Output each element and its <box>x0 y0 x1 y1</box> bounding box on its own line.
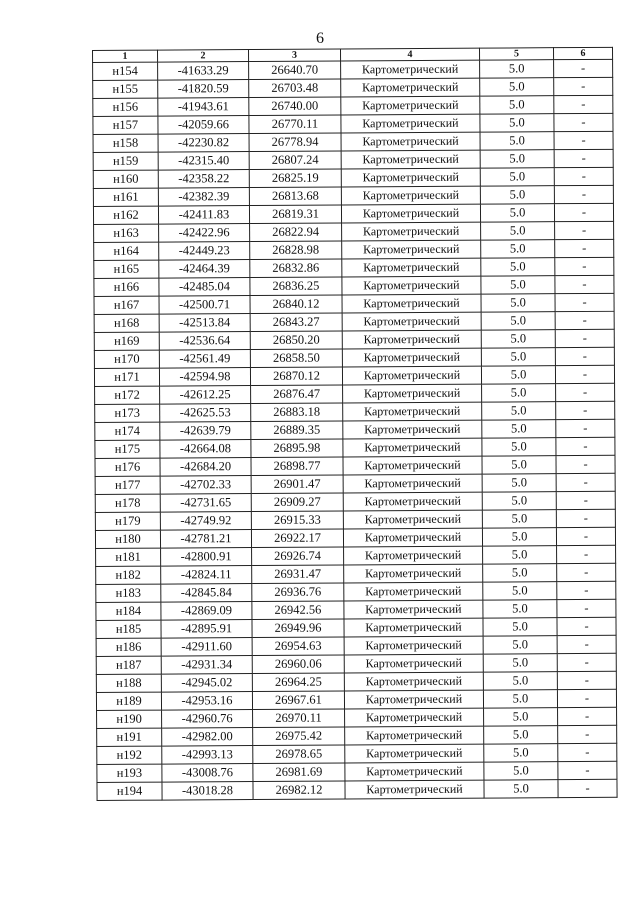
accuracy-cell: 5.0 <box>483 582 557 600</box>
method-cell: Картометрический <box>344 582 483 601</box>
extra-cell: - <box>557 563 616 581</box>
x-coordinate-cell: -42230.82 <box>158 134 249 153</box>
x-coordinate-cell: -42895.91 <box>161 620 252 639</box>
method-cell: Картометрический <box>342 276 481 295</box>
point-id-cell: н181 <box>96 548 161 566</box>
method-cell: Картометрический <box>342 366 481 385</box>
y-coordinate-cell: 26936.76 <box>252 583 344 602</box>
x-coordinate-cell: -42382.39 <box>158 188 249 207</box>
extra-cell: - <box>557 671 616 689</box>
extra-cell: - <box>554 203 613 221</box>
x-coordinate-cell: -42931.34 <box>161 656 252 675</box>
y-coordinate-cell: 26898.77 <box>251 457 343 476</box>
page-number: 6 <box>316 30 324 47</box>
y-coordinate-cell: 26883.18 <box>251 403 343 422</box>
extra-cell: - <box>555 347 614 365</box>
method-cell: Картометрический <box>344 654 483 673</box>
accuracy-cell: 5.0 <box>480 186 554 204</box>
extra-cell: - <box>555 365 614 383</box>
method-cell: Картометрический <box>343 384 482 403</box>
point-id-cell: н183 <box>96 584 161 602</box>
x-coordinate-cell: -41633.29 <box>158 62 249 81</box>
column-header: 1 <box>93 50 158 62</box>
method-cell: Картометрический <box>342 330 481 349</box>
accuracy-cell: 5.0 <box>483 600 557 618</box>
point-id-cell: н182 <box>96 566 161 584</box>
extra-cell: - <box>555 293 614 311</box>
accuracy-cell: 5.0 <box>482 384 556 402</box>
x-coordinate-cell: -43018.28 <box>162 782 253 801</box>
extra-cell: - <box>554 149 613 167</box>
x-coordinate-cell: -41943.61 <box>158 98 249 117</box>
extra-cell: - <box>554 113 613 131</box>
y-coordinate-cell: 26740.00 <box>249 97 341 116</box>
point-id-cell: н191 <box>97 728 162 746</box>
accuracy-cell: 5.0 <box>482 402 556 420</box>
x-coordinate-cell: -42464.39 <box>159 260 250 279</box>
method-cell: Картометрический <box>341 186 480 205</box>
column-header: 2 <box>158 50 249 63</box>
coordinates-table <box>92 47 618 801</box>
point-id-cell: н162 <box>93 206 158 224</box>
extra-cell: - <box>557 599 616 617</box>
method-cell: Картометрический <box>341 78 480 97</box>
accuracy-cell: 5.0 <box>483 546 557 564</box>
method-cell: Картометрический <box>343 456 482 475</box>
y-coordinate-cell: 26949.96 <box>252 619 344 638</box>
point-id-cell: н154 <box>93 62 158 80</box>
method-cell: Картометрический <box>343 402 482 421</box>
y-coordinate-cell: 26807.24 <box>249 151 341 170</box>
point-id-cell: н168 <box>94 314 159 332</box>
method-cell: Картометрический <box>343 528 482 547</box>
y-coordinate-cell: 26870.12 <box>250 367 342 386</box>
point-id-cell: н179 <box>95 512 160 530</box>
point-id-cell: н190 <box>97 710 162 728</box>
accuracy-cell: 5.0 <box>484 708 558 726</box>
method-cell: Картометрический <box>343 438 482 457</box>
x-coordinate-cell: -42561.49 <box>159 350 250 369</box>
extra-cell: - <box>558 743 617 761</box>
accuracy-cell: 5.0 <box>483 564 557 582</box>
point-id-cell: н188 <box>96 674 161 692</box>
y-coordinate-cell: 26836.25 <box>250 277 342 296</box>
column-header: 3 <box>249 49 341 62</box>
extra-cell: - <box>557 635 616 653</box>
extra-cell: - <box>554 185 613 203</box>
accuracy-cell: 5.0 <box>480 114 554 132</box>
accuracy-cell: 5.0 <box>483 618 557 636</box>
x-coordinate-cell: -42749.92 <box>160 512 251 531</box>
y-coordinate-cell: 26825.19 <box>249 169 341 188</box>
accuracy-cell: 5.0 <box>480 60 554 78</box>
x-coordinate-cell: -42684.20 <box>160 458 251 477</box>
method-cell: Картометрический <box>341 96 480 115</box>
column-header: 6 <box>553 47 612 59</box>
column-header: 4 <box>340 48 479 61</box>
method-cell: Картометрический <box>342 258 481 277</box>
x-coordinate-cell: -42845.84 <box>161 584 252 603</box>
y-coordinate-cell: 26778.94 <box>249 133 341 152</box>
accuracy-cell: 5.0 <box>484 780 558 798</box>
point-id-cell: н176 <box>95 458 160 476</box>
x-coordinate-cell: -42781.21 <box>160 530 251 549</box>
accuracy-cell: 5.0 <box>481 240 555 258</box>
method-cell: Картометрический <box>345 762 484 781</box>
y-coordinate-cell: 26926.74 <box>252 547 344 566</box>
accuracy-cell: 5.0 <box>480 150 554 168</box>
y-coordinate-cell: 26850.20 <box>250 331 342 350</box>
extra-cell: - <box>556 401 615 419</box>
point-id-cell: н193 <box>97 764 162 782</box>
accuracy-cell: 5.0 <box>482 456 556 474</box>
x-coordinate-cell: -42824.11 <box>161 566 252 585</box>
accuracy-cell: 5.0 <box>482 510 556 528</box>
method-cell: Картометрический <box>341 150 480 169</box>
point-id-cell: н185 <box>96 620 161 638</box>
method-cell: Картометрический <box>342 240 481 259</box>
accuracy-cell: 5.0 <box>482 420 556 438</box>
point-id-cell: н173 <box>95 404 160 422</box>
point-id-cell: н194 <box>97 782 162 800</box>
point-id-cell: н178 <box>95 494 160 512</box>
method-cell: Картометрический <box>343 510 482 529</box>
point-id-cell: н161 <box>93 188 158 206</box>
y-coordinate-cell: 26840.12 <box>250 295 342 314</box>
table-body <box>93 59 617 800</box>
x-coordinate-cell: -42953.16 <box>161 692 252 711</box>
x-coordinate-cell: -42625.53 <box>160 404 251 423</box>
y-coordinate-cell: 26895.98 <box>251 439 343 458</box>
x-coordinate-cell: -42422.96 <box>159 224 250 243</box>
point-id-cell: н187 <box>96 656 161 674</box>
point-id-cell: н163 <box>94 224 159 242</box>
y-coordinate-cell: 26970.11 <box>253 709 345 728</box>
method-cell: Картометрический <box>342 348 481 367</box>
extra-cell: - <box>558 725 617 743</box>
extra-cell: - <box>557 545 616 563</box>
y-coordinate-cell: 26640.70 <box>249 61 341 80</box>
extra-cell: - <box>557 581 616 599</box>
point-id-cell: н160 <box>93 170 158 188</box>
accuracy-cell: 5.0 <box>484 726 558 744</box>
extra-cell: - <box>554 95 613 113</box>
method-cell: Картометрический <box>341 168 480 187</box>
y-coordinate-cell: 26901.47 <box>251 475 343 494</box>
point-id-cell: н175 <box>95 440 160 458</box>
accuracy-cell: 5.0 <box>481 330 555 348</box>
y-coordinate-cell: 26981.69 <box>253 763 345 782</box>
y-coordinate-cell: 26819.31 <box>249 205 341 224</box>
accuracy-cell: 5.0 <box>481 348 555 366</box>
extra-cell: - <box>556 491 615 509</box>
point-id-cell: н177 <box>95 476 160 494</box>
x-coordinate-cell: -42664.08 <box>160 440 251 459</box>
accuracy-cell: 5.0 <box>482 492 556 510</box>
x-coordinate-cell: -42869.09 <box>161 602 252 621</box>
method-cell: Картометрический <box>343 420 482 439</box>
x-coordinate-cell: -42612.25 <box>160 386 251 405</box>
extra-cell: - <box>554 131 613 149</box>
y-coordinate-cell: 26843.27 <box>250 313 342 332</box>
y-coordinate-cell: 26915.33 <box>251 511 343 530</box>
x-coordinate-cell: -42800.91 <box>161 548 252 567</box>
column-header: 5 <box>479 48 553 60</box>
point-id-cell: н155 <box>93 80 158 98</box>
y-coordinate-cell: 26942.56 <box>252 601 344 620</box>
accuracy-cell: 5.0 <box>481 312 555 330</box>
x-coordinate-cell: -42059.66 <box>158 116 249 135</box>
y-coordinate-cell: 26813.68 <box>249 187 341 206</box>
method-cell: Картометрический <box>341 132 480 151</box>
method-cell: Картометрический <box>344 546 483 565</box>
y-coordinate-cell: 26964.25 <box>252 673 344 692</box>
extra-cell: - <box>556 455 615 473</box>
accuracy-cell: 5.0 <box>481 276 555 294</box>
extra-cell: - <box>555 239 614 257</box>
method-cell: Картометрический <box>342 222 481 241</box>
extra-cell: - <box>554 77 613 95</box>
method-cell: Картометрический <box>345 708 484 727</box>
method-cell: Картометрический <box>343 474 482 493</box>
y-coordinate-cell: 26978.65 <box>253 745 345 764</box>
y-coordinate-cell: 26828.98 <box>250 241 342 260</box>
extra-cell: - <box>556 419 615 437</box>
method-cell: Картометрический <box>341 60 480 79</box>
point-id-cell: н157 <box>93 116 158 134</box>
extra-cell: - <box>558 761 617 779</box>
extra-cell: - <box>555 329 614 347</box>
x-coordinate-cell: -42449.23 <box>159 242 250 261</box>
accuracy-cell: 5.0 <box>480 78 554 96</box>
accuracy-cell: 5.0 <box>481 294 555 312</box>
extra-cell: - <box>554 59 613 77</box>
point-id-cell: н159 <box>93 152 158 170</box>
x-coordinate-cell: -42594.98 <box>159 368 250 387</box>
extra-cell: - <box>556 473 615 491</box>
accuracy-cell: 5.0 <box>482 438 556 456</box>
x-coordinate-cell: -42731.65 <box>160 494 251 513</box>
accuracy-cell: 5.0 <box>483 636 557 654</box>
y-coordinate-cell: 26922.17 <box>251 529 343 548</box>
point-id-cell: н170 <box>94 350 159 368</box>
extra-cell: - <box>555 257 614 275</box>
y-coordinate-cell: 26822.94 <box>250 223 342 242</box>
point-id-cell: н156 <box>93 98 158 116</box>
method-cell: Картометрический <box>341 204 480 223</box>
x-coordinate-cell: -42315.40 <box>158 152 249 171</box>
method-cell: Картометрический <box>344 618 483 637</box>
extra-cell: - <box>556 383 615 401</box>
y-coordinate-cell: 26982.12 <box>253 781 345 800</box>
point-id-cell: н192 <box>97 746 162 764</box>
y-coordinate-cell: 26703.48 <box>249 79 341 98</box>
extra-cell: - <box>555 221 614 239</box>
point-id-cell: н184 <box>96 602 161 620</box>
y-coordinate-cell: 26931.47 <box>252 565 344 584</box>
point-id-cell: н171 <box>94 368 159 386</box>
x-coordinate-cell: -42358.22 <box>158 170 249 189</box>
point-id-cell: н165 <box>94 260 159 278</box>
coordinates-table-container <box>92 47 617 801</box>
y-coordinate-cell: 26975.42 <box>253 727 345 746</box>
accuracy-cell: 5.0 <box>481 366 555 384</box>
point-id-cell: н180 <box>95 530 160 548</box>
accuracy-cell: 5.0 <box>480 132 554 150</box>
y-coordinate-cell: 26832.86 <box>250 259 342 278</box>
x-coordinate-cell: -42911.60 <box>161 638 252 657</box>
accuracy-cell: 5.0 <box>484 762 558 780</box>
y-coordinate-cell: 26876.47 <box>251 385 343 404</box>
method-cell: Картометрический <box>341 114 480 133</box>
extra-cell: - <box>556 509 615 527</box>
table-row <box>97 779 617 800</box>
x-coordinate-cell: -42960.76 <box>162 710 253 729</box>
x-coordinate-cell: -42639.79 <box>160 422 251 441</box>
y-coordinate-cell: 26960.06 <box>252 655 344 674</box>
accuracy-cell: 5.0 <box>482 528 556 546</box>
accuracy-cell: 5.0 <box>483 654 557 672</box>
extra-cell: - <box>554 167 613 185</box>
point-id-cell: н158 <box>93 134 158 152</box>
accuracy-cell: 5.0 <box>481 222 555 240</box>
extra-cell: - <box>558 707 617 725</box>
method-cell: Картометрический <box>344 690 483 709</box>
method-cell: Картометрический <box>345 780 484 799</box>
method-cell: Картометрический <box>342 312 481 331</box>
accuracy-cell: 5.0 <box>480 204 554 222</box>
point-id-cell: н169 <box>94 332 159 350</box>
point-id-cell: н174 <box>95 422 160 440</box>
x-coordinate-cell: -42500.71 <box>159 296 250 315</box>
extra-cell: - <box>557 617 616 635</box>
point-id-cell: н164 <box>94 242 159 260</box>
x-coordinate-cell: -41820.59 <box>158 80 249 99</box>
y-coordinate-cell: 26967.61 <box>252 691 344 710</box>
method-cell: Картометрический <box>345 726 484 745</box>
x-coordinate-cell: -42536.64 <box>159 332 250 351</box>
accuracy-cell: 5.0 <box>480 96 554 114</box>
accuracy-cell: 5.0 <box>484 744 558 762</box>
method-cell: Картометрический <box>344 636 483 655</box>
y-coordinate-cell: 26770.11 <box>249 115 341 134</box>
point-id-cell: н186 <box>96 638 161 656</box>
x-coordinate-cell: -42485.04 <box>159 278 250 297</box>
method-cell: Картометрический <box>342 294 481 313</box>
point-id-cell: н189 <box>96 692 161 710</box>
accuracy-cell: 5.0 <box>482 474 556 492</box>
y-coordinate-cell: 26909.27 <box>251 493 343 512</box>
x-coordinate-cell: -42993.13 <box>162 746 253 765</box>
extra-cell: - <box>557 689 616 707</box>
extra-cell: - <box>555 311 614 329</box>
accuracy-cell: 5.0 <box>481 258 555 276</box>
x-coordinate-cell: -43008.76 <box>162 764 253 783</box>
x-coordinate-cell: -42982.00 <box>162 728 253 747</box>
y-coordinate-cell: 26889.35 <box>251 421 343 440</box>
x-coordinate-cell: -42702.33 <box>160 476 251 495</box>
accuracy-cell: 5.0 <box>483 672 557 690</box>
method-cell: Картометрический <box>345 744 484 763</box>
point-id-cell: н166 <box>94 278 159 296</box>
accuracy-cell: 5.0 <box>480 168 554 186</box>
x-coordinate-cell: -42513.84 <box>159 314 250 333</box>
x-coordinate-cell: -42411.83 <box>158 206 249 225</box>
y-coordinate-cell: 26954.63 <box>252 637 344 656</box>
x-coordinate-cell: -42945.02 <box>161 674 252 693</box>
method-cell: Картометрический <box>344 600 483 619</box>
method-cell: Картометрический <box>344 564 483 583</box>
extra-cell: - <box>555 275 614 293</box>
y-coordinate-cell: 26858.50 <box>250 349 342 368</box>
point-id-cell: н167 <box>94 296 159 314</box>
extra-cell: - <box>556 437 615 455</box>
extra-cell: - <box>556 527 615 545</box>
accuracy-cell: 5.0 <box>483 690 557 708</box>
method-cell: Картометрический <box>343 492 482 511</box>
point-id-cell: н172 <box>95 386 160 404</box>
method-cell: Картометрический <box>344 672 483 691</box>
extra-cell: - <box>557 653 616 671</box>
extra-cell: - <box>558 779 617 797</box>
